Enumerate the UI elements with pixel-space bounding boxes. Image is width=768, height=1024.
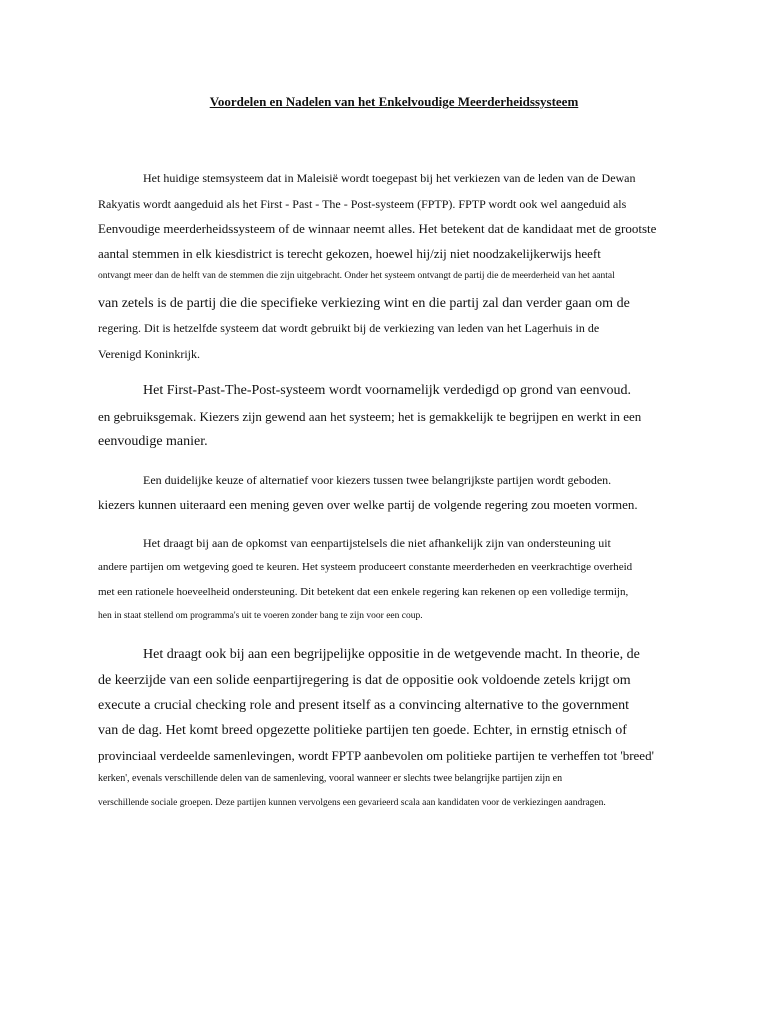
document-title: Voordelen en Nadelen van het Enkelvoudige Meerderheidssysteem bbox=[209, 94, 579, 109]
p5-line-2: de keerzijde van een solide eenpartijregering is dat de oppositie ook voldoende zetels krijgt om bbox=[98, 673, 631, 688]
p5-line-1: Het draagt ook bij aan een begrijpelijke oppositie in de wetgevende macht. In theorie, de bbox=[143, 647, 640, 662]
p4-line-3: met een rationele hoeveelheid ondersteuning. Dit betekent dat een enkele regering kan rekenen op een volledige termijn, bbox=[98, 586, 629, 598]
p1-line-5: ontvangt meer dan de helft van de stemmen die zijn uitgebracht. Onder het systeem ontvangt de partij die de meerderheid van het aantal bbox=[98, 271, 615, 281]
p1-line-2: Rakyatis wordt aangeduid als het First - Past - The - Post-systeem (FPTP). FPTP wordt ook wel aangeduid als bbox=[98, 197, 627, 211]
p2-line-1: Het First-Past-The-Post-systeem wordt voornamelijk verdedigd op grond van eenvoud. bbox=[143, 383, 631, 398]
p5-line-3: execute a crucial checking role and present itself as a convincing alternative to the government bbox=[98, 698, 629, 713]
p5-line-6: kerken', evenals verschillende delen van de samenleving, vooral wanneer er slechts twee belangrijke partijen zijn en bbox=[98, 773, 563, 784]
p4-line-1: Het draagt bij aan de opkomst van eenpartijstelsels die niet afhankelijk zijn van ondersteuning uit bbox=[143, 536, 611, 550]
p1-line-8: Verenigd Koninkrijk. bbox=[98, 347, 200, 361]
p1-line-1: Het huidige stemsysteem dat in Maleisië wordt toegepast bij het verkiezen van de leden van de Dewan bbox=[143, 171, 636, 185]
p2-line-3: eenvoudige manier. bbox=[98, 434, 208, 449]
p5-line-5: provinciaal verdeelde samenlevingen, wordt FPTP aanbevolen om politieke partijen te verheffen tot 'breed' bbox=[98, 748, 654, 763]
p4-line-2: andere partijen om wetgeving goed te keuren. Het systeem produceert constante meerderheden en veerkrachtige overheid bbox=[98, 561, 633, 573]
p3-line-2: kiezers kunnen uiteraard een mening geven over welke partij de volgende regering zou moeten vormen. bbox=[98, 497, 638, 512]
p4-line-4: hen in staat stellend om programma's uit te voeren zonder bang te zijn voor een coup. bbox=[98, 611, 423, 621]
p3-line-1: Een duidelijke keuze of alternatief voor kiezers tussen twee belangrijkste partijen wordt geboden. bbox=[143, 473, 612, 487]
p5-line-7: verschillende sociale groepen. Deze partijen kunnen vervolgens een gevarieerd scala aan kandidaten voor de verkiezingen aandragen. bbox=[98, 798, 606, 808]
p1-line-4: aantal stemmen in elk kiesdistrict is terecht gekozen, hoewel hij/zij niet noodzakelijkerwijs heeft bbox=[98, 246, 601, 261]
p1-line-6: van zetels is de partij die die specifieke verkiezing wint en die partij zal dan verder gaan om de bbox=[98, 296, 630, 311]
p5-line-4: van de dag. Het komt breed opgezette politieke partijen ten goede. Echter, in ernstig etnisch of bbox=[98, 723, 627, 738]
p2-line-2: en gebruiksgemak. Kiezers zijn gewend aan het systeem; het is gemakkelijk te begrijpen en werkt in een bbox=[98, 409, 642, 424]
p1-line-3: Eenvoudige meerderheidssysteem of de winnaar neemt alles. Het betekent dat de kandidaat met de grootste bbox=[98, 221, 657, 236]
p1-line-7: regering. Dit is hetzelfde systeem dat wordt gebruikt bij de verkiezing van leden van het Lagerhuis in de bbox=[98, 321, 600, 335]
